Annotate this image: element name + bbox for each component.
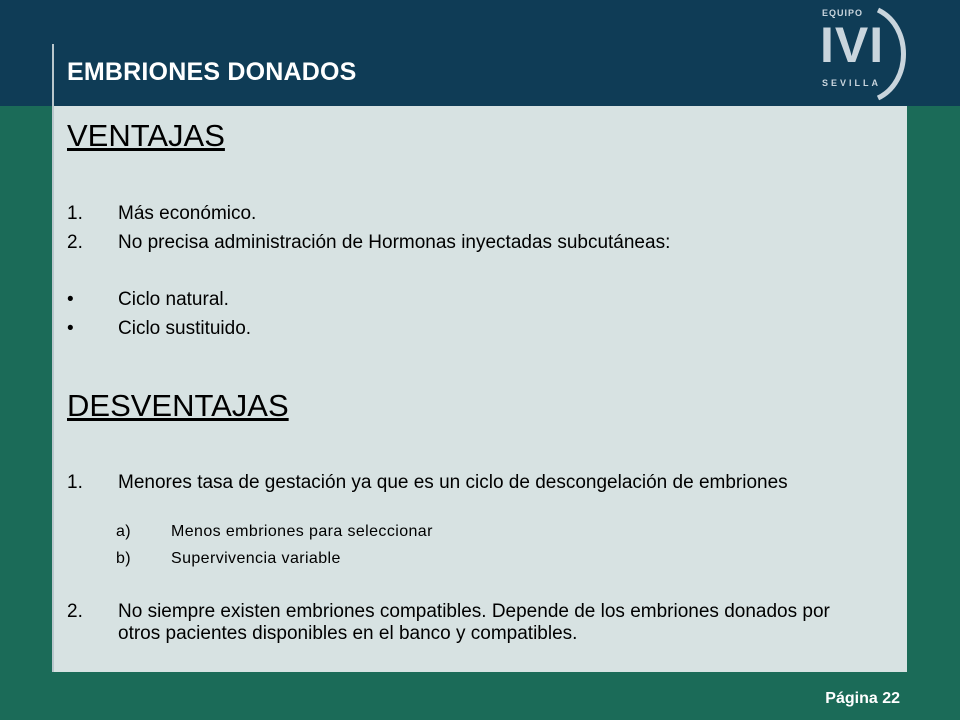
- desventajas-heading: DESVENTAJAS: [67, 388, 289, 423]
- slide-title: EMBRIONES DONADOS: [67, 58, 357, 86]
- item-marker: 1.: [67, 472, 83, 493]
- page-number: Página 22: [825, 690, 900, 707]
- item-marker: 2.: [67, 601, 83, 622]
- logo-bottom-text: SEVILLA: [822, 78, 882, 88]
- bullet-icon: •: [67, 318, 74, 339]
- bullet-text: Ciclo natural.: [118, 289, 229, 310]
- sub-item-text: Menos embriones para seleccionar: [171, 523, 433, 540]
- item-text: No precisa administración de Hormonas inyectadas subcutáneas:: [118, 232, 671, 253]
- bullet-text: Ciclo sustituido.: [118, 318, 252, 339]
- item-text: Más económico.: [118, 203, 257, 224]
- divider-line: [52, 44, 54, 672]
- logo-top-text: EQUIPO: [822, 8, 864, 18]
- sub-item-marker: a): [116, 523, 132, 540]
- bullet-icon: •: [67, 289, 74, 310]
- sub-item-marker: b): [116, 550, 132, 567]
- logo-main-text: IVI: [820, 17, 885, 73]
- logo-arc-icon: [872, 6, 914, 102]
- ivi-logo: [812, 6, 912, 102]
- item-marker: 2.: [67, 232, 83, 253]
- item-text: Menores tasa de gestación ya que es un ciclo de descongelación de embriones: [118, 472, 788, 493]
- sub-item-text: Supervivencia variable: [171, 550, 341, 567]
- item-marker: 1.: [67, 203, 83, 224]
- ventajas-heading: VENTAJAS: [67, 118, 225, 153]
- item-text: No siempre existen embriones compatibles. Depende de los embriones donados por otros pacientes disponibles en el banco y compatibles.: [118, 601, 830, 644]
